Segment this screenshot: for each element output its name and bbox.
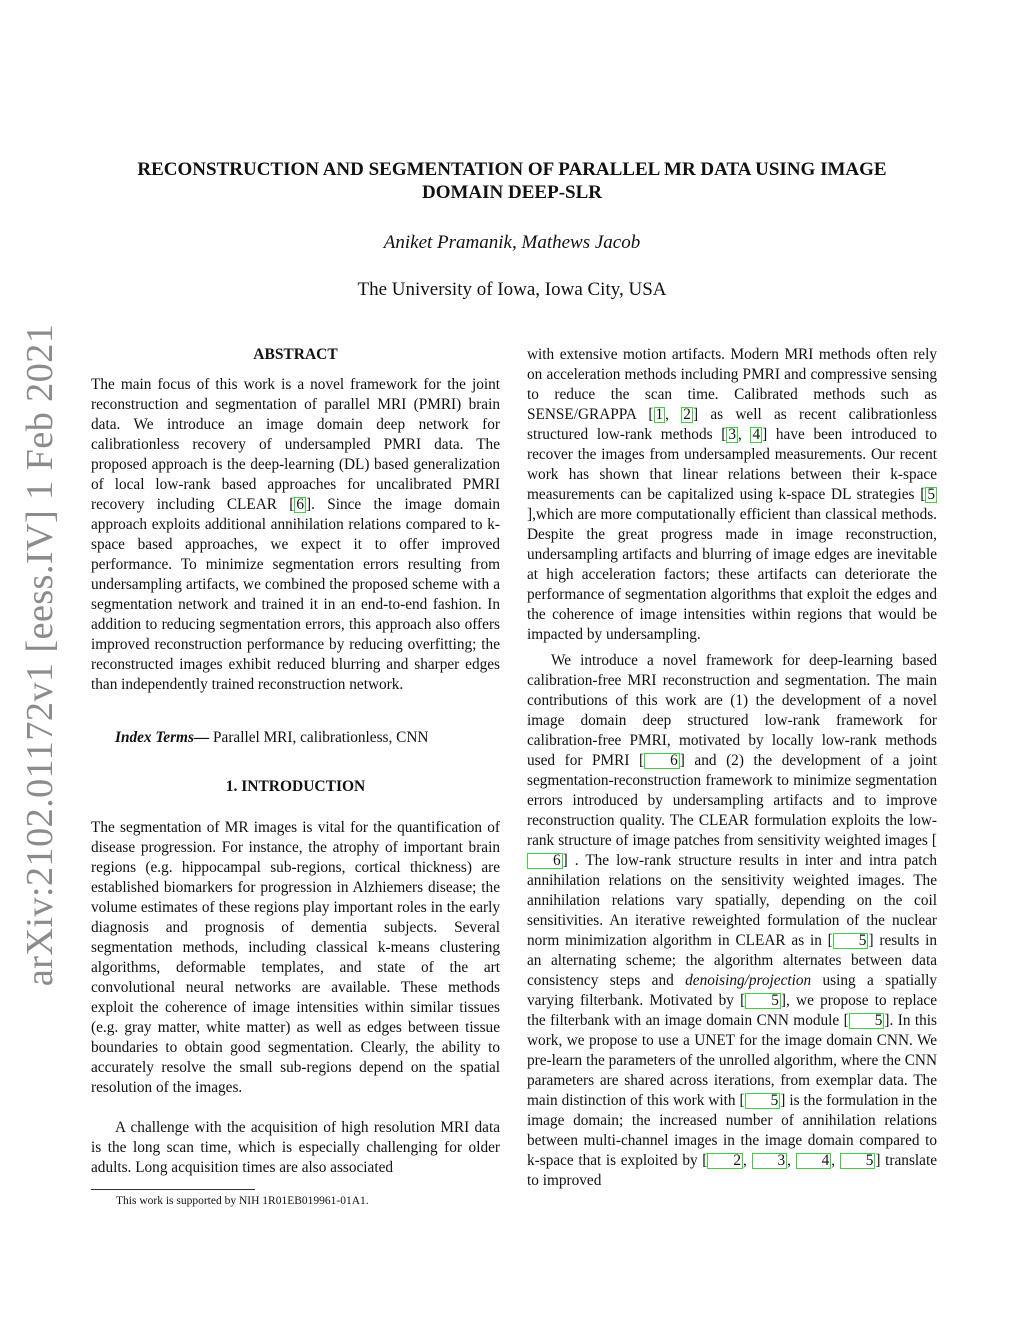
intro-p2-text: A challenge with the acquisition of high resolution MRI data is the long scan time, which is especially challenging for older adults. Long acquisition times are also associated: [91, 1119, 500, 1176]
citation-link[interactable]: 5: [849, 1013, 885, 1029]
citation-link[interactable]: 6: [296, 496, 305, 513]
citation-link[interactable]: 6: [644, 753, 680, 769]
arxiv-stamp: arXiv:2102.01172v1 [eess.IV] 1 Feb 2021: [19, 323, 61, 987]
title-line-1: RECONSTRUCTION AND SEGMENTATION OF PARALLEL MR DATA USING IMAGE: [137, 159, 887, 180]
citation-link[interactable]: 6: [527, 853, 563, 869]
affiliation: The University of Iowa, Iowa City, USA: [357, 279, 667, 300]
footnote: This work is supported by NIH 1R01EB019961-01A1.: [116, 1195, 369, 1207]
abstract-text-a: The main focus of this work is a novel framework for the joint reconstruction and segmentation of parallel MRI (PMRI) brain data. We introduce an image domain deep network for calibrationless recovery of undersampled PMRI data. The proposed approach is the deep-learning (DL) based generalization of local low-rank based approaches for uncalibrated PMRI recovery including CLEAR: [91, 376, 500, 513]
index-terms-label: Index Terms—: [115, 729, 210, 746]
citation-link[interactable]: 2: [683, 406, 691, 423]
intro-heading: 1. INTRODUCTION: [225, 778, 366, 795]
index-terms-text: Parallel MRI, calibrationless, CNN: [213, 729, 429, 746]
right-paragraph-2: We introduce a novel framework for deep-learning based calibration-free MRI reconstruction and segmentation. The main contributions of this work are (1) the development of a novel image domain deep structured low-rank framework for calibration-free PMRI, motivated by locally low-rank methods used for PMRI [ 6 ] and (2) the development of a joint segmentation-reconstruction framework to minimize segmentation errors introduced by undersampling artifacts and to improve reconstruction quality. The CLEAR formulation exploits the low-rank structure of image patches from sensitivity weighted images [6 ] . The low-rank structure results in inter and intra patch annihilation relations on the sensitivity weighted images. The annihilation relations vary spatially, depending on the coil sensitivities. An iterative reweighted formulation of the nuclear norm minimization algorithm in CLEAR as in [ 5 ] results in an alternating scheme; the algorithm alternates between data consistency steps and denoising/projection using a spatially varying filterbank. Motivated by [ 5 ], we propose to replace the filterbank with an image domain CNN module [ 5 ]. In this work, we propose to use a UNET for the image domain CNN. We pre-learn the parameters of the unrolled algorithm, where the CNN parameters are shared across iterations, from exemplar data. The main distinction of this work with [ 5 ] is the formulation in the image domain; the increased number of annihilation relations between multi-channel images in the image domain compared to k-space that is exploited by [ 2 , 3 , 4 , 5 ] translate to improved: [527, 652, 938, 1189]
title-line-2: DOMAIN DEEP-SLR: [422, 182, 602, 203]
citation-link[interactable]: 5: [927, 486, 936, 503]
citation-link[interactable]: 3: [728, 426, 736, 443]
citation-link[interactable]: 2: [707, 1153, 743, 1169]
citation-link[interactable]: 5: [840, 1153, 876, 1169]
intro-paragraph-1: [91, 818, 500, 1098]
citation-link[interactable]: 1: [655, 406, 664, 423]
abstract-heading: ABSTRACT: [253, 346, 338, 363]
citation-link[interactable]: 5: [745, 993, 781, 1009]
right-column: [527, 345, 937, 1191]
authors: Aniket Pramanik, Mathews Jacob: [383, 232, 641, 253]
abstract-body: The main focus of this work is a novel framework for the joint reconstruction and segmentation of parallel MRI (PMRI) brain data. We introduce an image domain deep network for calibrationless recovery of undersampled PMRI data. The proposed approach is the deep-learning (DL) based generalization of local low-rank based approaches for uncalibrated PMRI recovery including CLEAR [ 6 ]. Since the image domain approach exploits additional annihilation relations compared to k-space based approaches, we expect it to offer improved performance. To minimize segmentation errors resulting from undersampling artifacts, we combined the proposed scheme with a segmentation network and trained it in an end-to-end fashion. In addition to reducing segmentation errors, this approach also offers improved reconstruction performance by reducing overfitting; the reconstructed images exhibit reduced blurring and sharper edges than independently trained reconstruction network.: [91, 376, 500, 693]
intro-p1-text: The segmentation of MR images is vital for the quantification of disease progression. For instance, the atrophy of important brain regions (e.g. hippocampal sub-regions, cortical thickness) are established biomarkers for progression in Alzhiemers disease; the volume estimates of these regions play important roles in the early diagnosis and prognosis of dementia subjects. Several segmentation methods, including classical k-means clustering algorithms, deformable templates, and state of the art convolutional neural networks are available. These methods exploit the coherence of image intensities within similar tissues (e.g. gray matter, white matter) as well as edges between tissue boundaries to obtain good segmentation. Clearly, the ability to accurately resolve the small sub-regions depend on the spatial resolution of the images.: [91, 819, 500, 1096]
citation-link[interactable]: 3: [752, 1153, 788, 1169]
citation-link[interactable]: 5: [745, 1093, 781, 1109]
footnote-rule: [91, 1189, 255, 1190]
citation-link[interactable]: 5: [833, 933, 869, 949]
citation-link[interactable]: 4: [752, 426, 761, 443]
intro-paragraph-2: [91, 1118, 500, 1178]
paper-title: [100, 158, 924, 204]
citation-link[interactable]: 4: [796, 1153, 832, 1169]
abstract-text-b: Since the image domain approach exploits additional annihilation relations compared to k-space based approaches, we expect it to offer improved performance. To minimize segmentation errors resulting from undersampling artifacts, we combined the proposed scheme with a segmentation network and trained it in an end-to-end fashion. In addition to reducing segmentation errors, this approach also offers improved reconstruction performance by reducing overfitting; the reconstructed images exhibit reduced blurring and sharper edges than independently trained reconstruction network.: [91, 496, 500, 693]
right-paragraph-1: with extensive motion artifacts. Modern MRI methods often rely on acceleration methods including PMRI and compressive sensing to reduce the scan time. Calibrated methods such as SENSE/GRAPPA [ 1 , 2 ] as well as recent calibrationless structured low-rank methods [ 3 , 4 ] have been introduced to recover the images from undersampled measurements. Our recent work has shown that linear relations between their k-space measurements can be capitalized using k-space DL strategies [ 5],which are more computationally efficient than classical methods. Despite the great progress made in image reconstruction, undersampling artifacts and blurring of image edges are inevitable at high acceleration factors; these artifacts can deteriorate the performance of segmentation algorithms that exploit the edges and the coherence of image intensities within regions that would be impacted by undersampling.: [527, 346, 938, 643]
index-terms: [91, 728, 500, 748]
